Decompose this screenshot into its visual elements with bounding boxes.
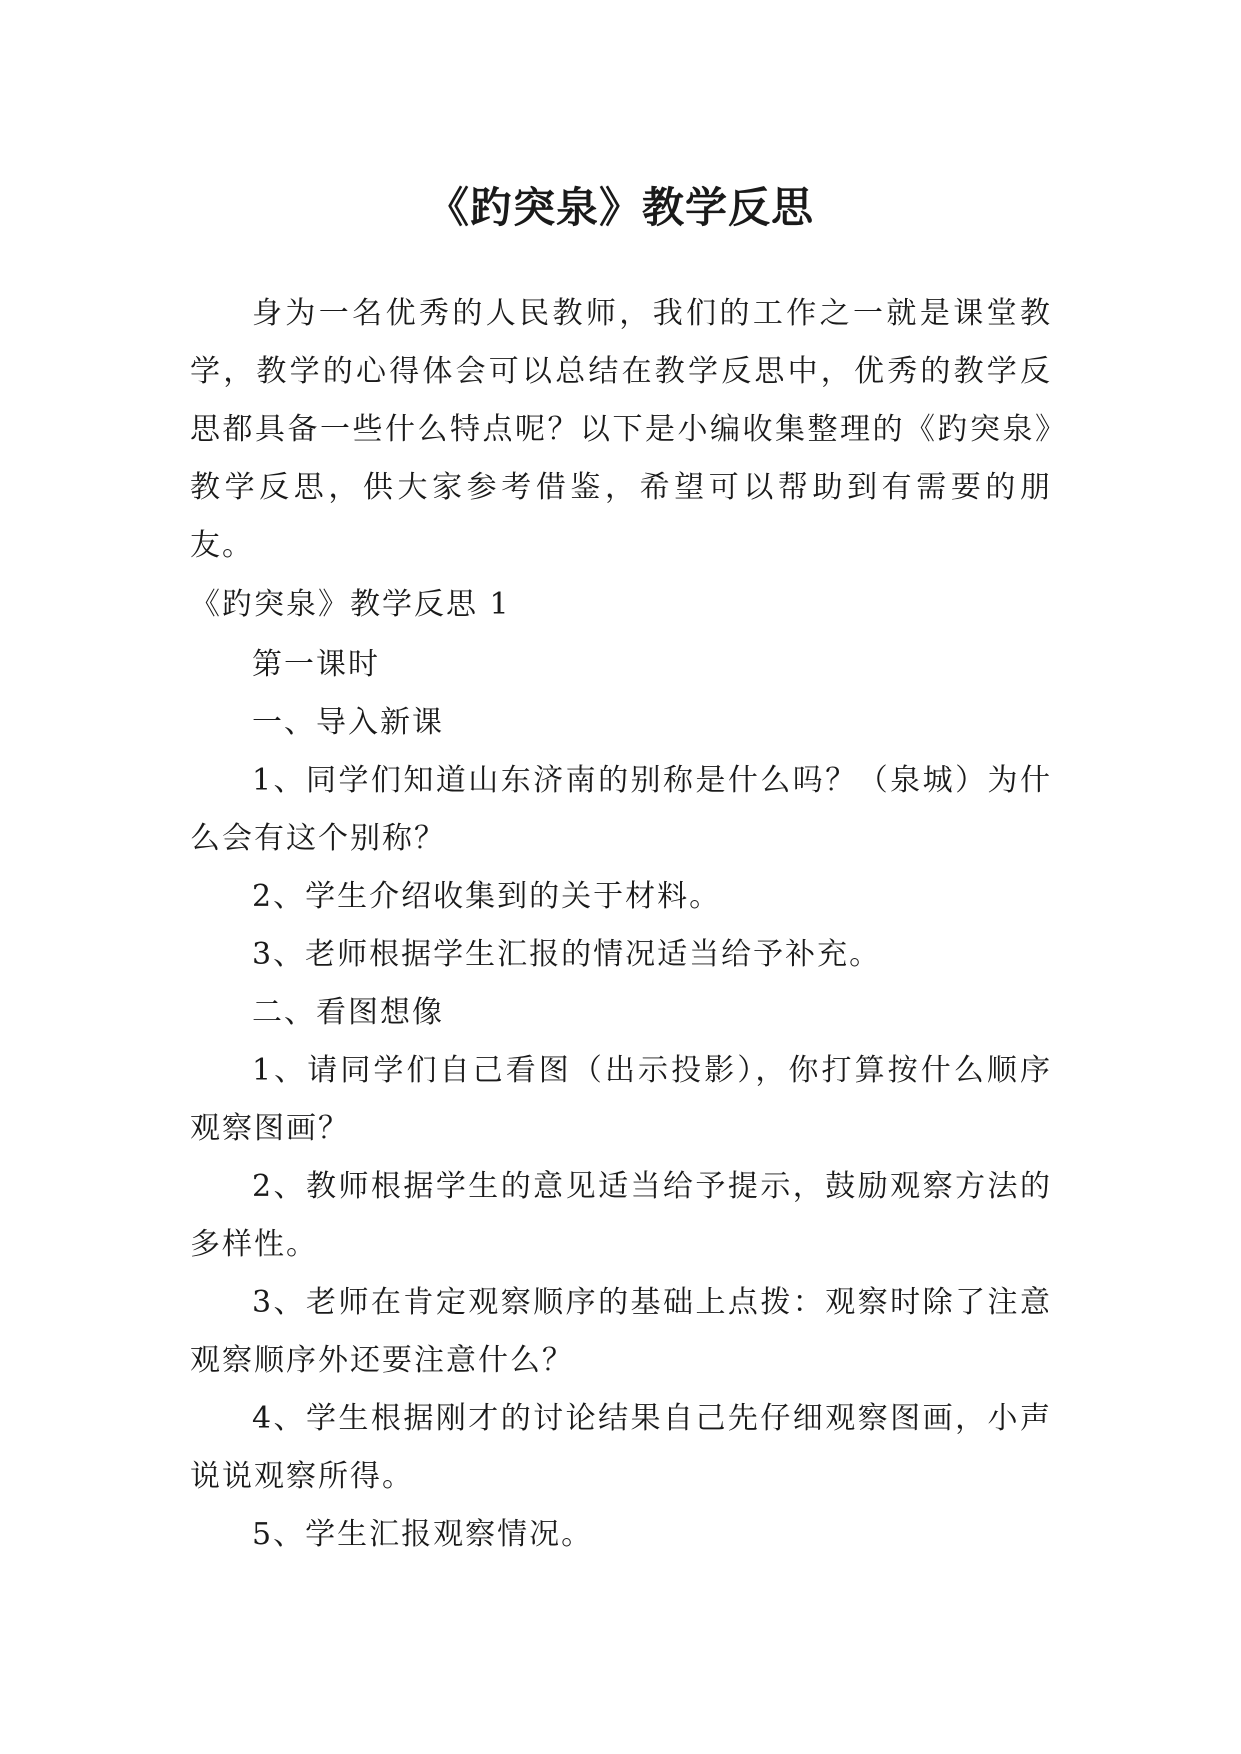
- body-paragraph: 1、同学们知道山东济南的别称是什么吗？（泉城）为什么会有这个别称？: [190, 763, 1052, 856]
- section-heading: 《趵突泉》教学反思 1: [190, 587, 511, 622]
- body-paragraph: 一、导入新课: [252, 705, 444, 740]
- body-paragraph: 3、老师根据学生汇报的情况适当给予补充。: [252, 937, 882, 972]
- document-body: [190, 636, 1052, 1564]
- body-paragraph: 4、学生根据刚才的讨论结果自己先仔细观察图画，小声说说观察所得。: [190, 1401, 1052, 1494]
- intro-paragraph: 身为一名优秀的人民教师，我们的工作之一就是课堂教学，教学的心得体会可以总结在教学反思中，优秀的教学反思都具备一些什么特点呢？以下是小编收集整理的《趵突泉》教学反思，供大家参考借鉴，希望可以帮助到有需要的朋友。: [190, 296, 1052, 563]
- body-paragraph: 2、学生介绍收集到的关于材料。: [252, 879, 722, 914]
- body-paragraph: 5、学生汇报观察情况。: [252, 1517, 594, 1552]
- body-paragraph: 第一课时: [252, 647, 380, 682]
- document-title: 《趵突泉》教学反思: [426, 183, 814, 233]
- body-paragraph: 1、请同学们自己看图（出示投影），你打算按什么顺序观察图画？: [190, 1053, 1052, 1146]
- body-paragraph: 二、看图想像: [252, 995, 444, 1030]
- body-paragraph: 2、教师根据学生的意见适当给予提示，鼓励观察方法的多样性。: [190, 1169, 1052, 1262]
- body-paragraph: 3、老师在肯定观察顺序的基础上点拨：观察时除了注意观察顺序外还要注意什么？: [190, 1285, 1052, 1378]
